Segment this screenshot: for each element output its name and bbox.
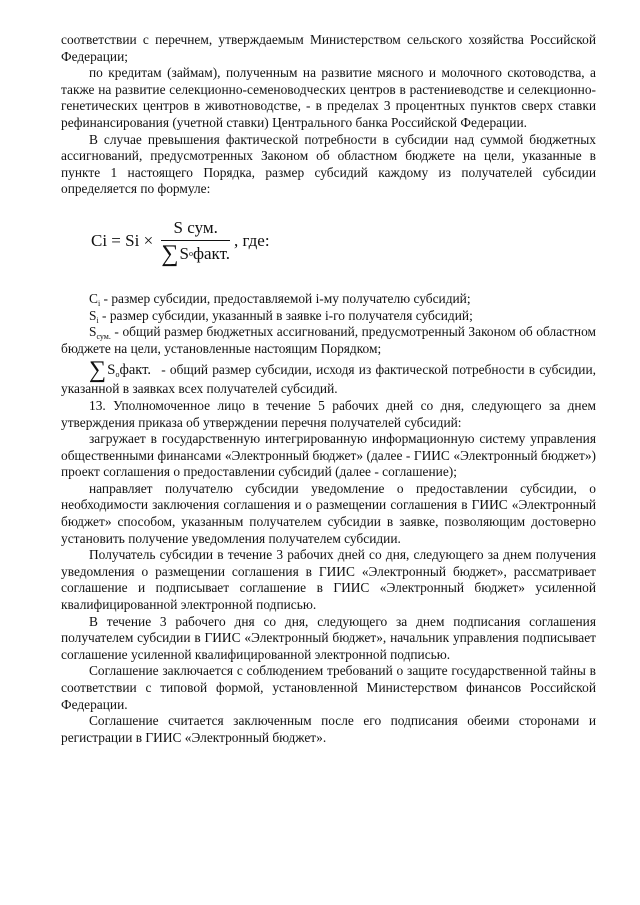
symbol-s: S [89, 307, 97, 323]
definition-sum [61, 359, 596, 398]
symbol-c-sub: i [97, 298, 101, 308]
definition-si-text: - размер субсидии, указанный в заявке i-го получателя субсидий; [102, 307, 473, 323]
sum-fakt: факт. [119, 362, 152, 379]
subsidy-formula [91, 218, 596, 265]
paragraph-2: по кредитам (займам), полученным на развитие мясного и молочного скотоводства, а также на развитие селекционно-семеноводческих центров в растениеводстве и селекционно-генетических центров в животноводстве, - в пределах 3 процентных пунктов сверх ставки рефинансирования (учетной ставки) Центрального банка Российской Федерации. [61, 65, 596, 130]
paragraph-3: В случае превышения фактической потребности в субсидии над суммой бюджетных ассигнований, предусмотренных Законом об областном бюджете на цели, указанные в пункте 1 настоящего Порядка, размер субсидий каждому из получателей субсидии определяется по формуле: [61, 131, 596, 197]
symbol-ssum-sub: сум. [96, 332, 111, 342]
definition-ssum [61, 324, 596, 357]
paragraph-secrecy: Соглашение заключается с соблюдением требований о защите государственной тайны в соответствии с типовой формой, установленной Министерством финансов Российской Федерации. [61, 663, 596, 712]
formula-lhs: Ci = Si × [91, 231, 158, 251]
symbol-ssum: S [89, 324, 97, 340]
definition-sum-text: - общий размер субсидии, исходя из фактической потребности в субсидии, указанной в заявках всех получателей субсидий. [61, 362, 596, 397]
paragraph-notify: направляет получателю субсидии уведомление о предоставлении субсидии, о необходимости заключения соглашения и о размещении соглашения в ГИИС «Электронный бюджет» способом, указанным получателем субсидии в заявке, позволяющим достоверно установить получение уведомления получателем субсидии. [61, 480, 596, 546]
sum-sigma-symbol: ∑ [89, 357, 107, 384]
definition-ssum-text: - общий размер бюджетных ассигнований, предусмотренный Законом об областном бюджете на цели, установленные настоящим Порядком; [61, 324, 596, 356]
paragraph-concluded: Соглашение считается заключенным после его подписания обеими сторонами и регистрации в ГИИС «Электронный бюджет». [61, 713, 596, 745]
sum-sub: o [115, 370, 120, 380]
formula-numerator: S сум. [173, 217, 218, 237]
denominator-s: S [179, 243, 189, 263]
paragraph-1: соответствии с перечнем, утверждаемым Министерством сельского хозяйства Российской Федерации; [61, 32, 596, 64]
denominator-tail: факт. [193, 243, 230, 263]
formula-fraction [161, 218, 230, 265]
sum-s: S [107, 362, 116, 379]
paragraph-13: 13. Уполномоченное лицо в течение 5 рабочих дней со дня, следующего за днем утверждения приказа об утверждении перечня получателей субсидий: [61, 397, 596, 430]
sigma-symbol: ∑ [161, 240, 179, 267]
formula-denominator: ∑ S o факт. [161, 240, 230, 267]
paragraph-upload: загружает в государственную интегрированную информационную систему управления общественными финансами «Электронный бюджет» (далее - ГИИС «Электронный бюджет») проект соглашения о предоставлении субсидий (далее - соглашение); [61, 431, 596, 480]
definition-si [61, 308, 596, 325]
definition-ci-text: - размер субсидии, предоставляемой i-му получателю субсидий; [103, 290, 471, 306]
definition-ci [61, 291, 596, 308]
paragraph-recipient: Получатель субсидии в течение 3 рабочих дней со дня, следующего за днем получения уведомления о размещении соглашения в ГИИС «Электронный бюджет», рассматривает соглашение и подписывает соглашение в ГИИС «Электронный бюджет» усиленной квалифицированной электронной подписью. [61, 547, 596, 613]
paragraph-head-signs: В течение 3 рабочего дня со дня, следующего за днем подписания соглашения получателем субсидии в ГИИС «Электронный бюджет», начальник управления подписывает соглашение усиленной квалифицированной электронной подписью. [61, 613, 596, 662]
symbol-s-sub: i [96, 315, 99, 325]
formula-suffix: , где: [234, 231, 270, 251]
symbol-c: C [89, 290, 98, 306]
